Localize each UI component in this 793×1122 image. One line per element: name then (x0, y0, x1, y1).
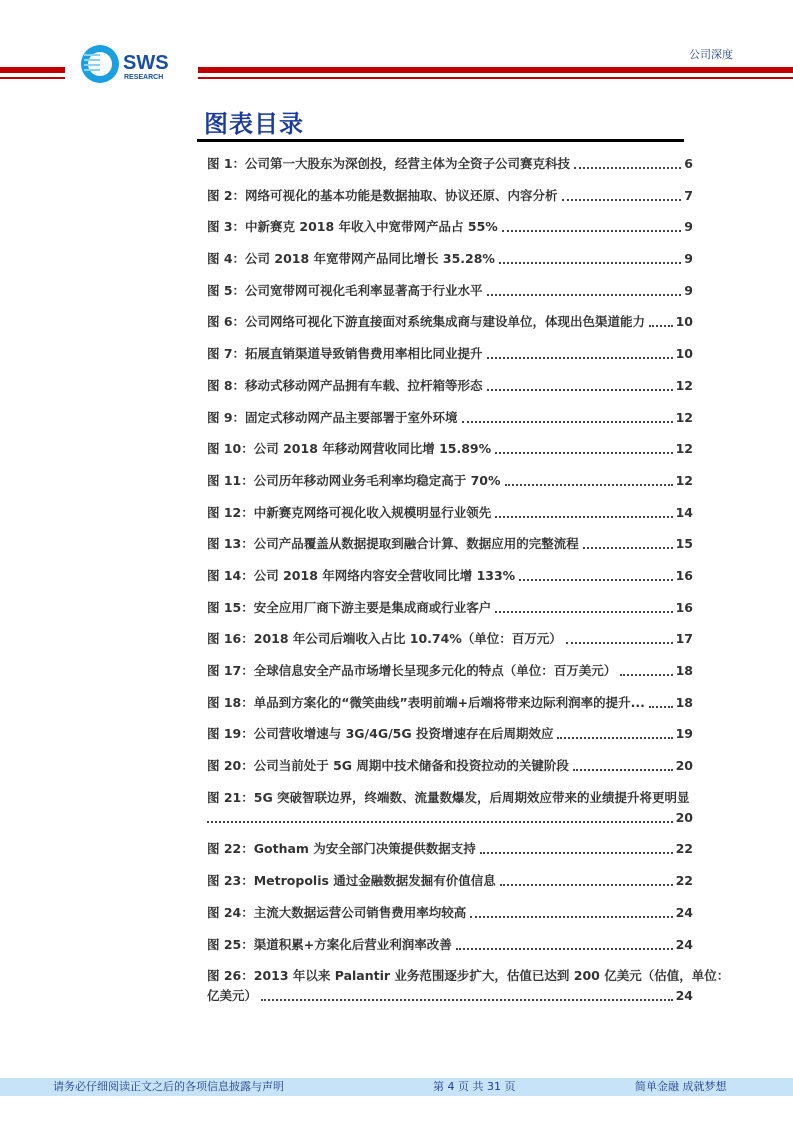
toc-entry-page: 24 (675, 988, 693, 1004)
dot-leader (649, 706, 673, 708)
toc-entry[interactable] (207, 281, 693, 301)
dot-leader (500, 884, 673, 886)
page-title: 图表目录 (204, 110, 304, 138)
dot-leader (519, 579, 672, 581)
table-of-figures (207, 154, 730, 1018)
dot-leader (495, 516, 672, 518)
dot-leader (649, 325, 673, 327)
toc-entry[interactable] (207, 756, 693, 776)
toc-entry[interactable] (207, 629, 693, 649)
toc-entry[interactable] (207, 935, 693, 955)
dot-leader (487, 357, 673, 359)
footer-disclaimer: 请务必仔细阅读正文之后的各项信息披露与声明 (53, 1080, 284, 1093)
toc-entry-label: 图 21：5G 突破智联边界，终端数、流量数爆发，后周期效应带来的业绩提升将更明显 (207, 789, 690, 805)
toc-entry-label: 图 13：公司产品覆盖从数据提取到融合计算、数据应用的完整流程 (207, 536, 579, 552)
toc-entry-label: 图 3：中新赛克 2018 年收入中宽带网产品占 55% (207, 219, 498, 235)
toc-entry-page: 24 (675, 936, 693, 952)
toc-entry[interactable] (207, 788, 693, 828)
toc-entry-label: 图 1：公司第一大股东为深创投，经营主体为全资子公司赛克科技 (207, 156, 571, 171)
toc-entry-page: 12 (675, 472, 693, 488)
header-rule-right-thin (198, 77, 793, 79)
svg-text:RESEARCH: RESEARCH (124, 74, 164, 81)
dot-leader (574, 167, 681, 169)
toc-entry-page: 16 (675, 567, 693, 583)
dot-leader (573, 769, 673, 771)
sws-logo (80, 44, 180, 84)
toc-entry-page: 9 (684, 282, 693, 298)
toc-entry-page: 18 (675, 694, 693, 710)
toc-entry-label: 图 7：拓展直销渠道导致销售费用率相比同业提升 (207, 346, 483, 362)
footer-slogan: 简单金融 成就梦想 (635, 1080, 727, 1093)
toc-entry-label: 图 9：固定式移动网产品主要部署于室外环境 (207, 409, 458, 425)
toc-entry[interactable] (207, 249, 693, 269)
toc-entry[interactable] (207, 439, 693, 459)
toc-entry-label: 图 2：网络可视化的基本功能是数据抽取、协议还原、内容分析 (207, 187, 558, 203)
dot-leader (495, 452, 672, 454)
svg-text:SWS: SWS (123, 52, 169, 74)
toc-entry[interactable] (207, 376, 693, 396)
toc-entry-label-cont: 亿美元） (207, 988, 258, 1004)
toc-entry[interactable] (207, 693, 693, 713)
dot-leader (495, 611, 672, 613)
toc-entry[interactable] (207, 503, 693, 523)
header-rule-right (198, 67, 793, 73)
toc-entry[interactable] (207, 724, 693, 744)
toc-entry[interactable] (207, 661, 693, 681)
toc-entry[interactable] (207, 598, 693, 618)
dot-leader (480, 852, 673, 854)
dot-leader (487, 389, 673, 391)
toc-entry-page: 20 (675, 809, 693, 825)
toc-entry-page: 12 (675, 409, 693, 425)
toc-entry-page: 22 (675, 841, 693, 857)
dot-leader (261, 999, 673, 1001)
toc-entry-page: 10 (675, 346, 693, 362)
toc-entry-page: 14 (675, 504, 693, 520)
toc-entry-label: 图 24：主流大数据运营公司销售费用率均较高 (207, 904, 467, 920)
header-rule-left-thin (0, 77, 65, 79)
dot-leader (505, 484, 673, 486)
dot-leader (502, 230, 681, 232)
toc-entry-label: 图 23：Metropolis 通过金融数据发掘有价值信息 (207, 873, 496, 889)
toc-entry[interactable] (207, 966, 730, 1006)
dot-leader (557, 737, 672, 739)
header-rule-left (0, 67, 65, 73)
toc-entry[interactable] (207, 871, 693, 891)
toc-entry[interactable] (207, 154, 693, 174)
dot-leader (499, 262, 681, 264)
toc-entry-label: 图 26：2013 年以来 Palantir 业务范围逐步扩大，估值已达到 200 亿美元（估值，单位： (207, 968, 730, 984)
dot-leader (470, 916, 672, 918)
footer-page-info: 第 4 页 共 31 页 (433, 1080, 516, 1093)
toc-entry-label: 图 16：2018 年公司后端收入占比 10.74%（单位：百万元） (207, 631, 562, 647)
toc-entry-label: 图 5：公司宽带网可视化毛利率显著高于行业水平 (207, 282, 483, 298)
toc-entry-page: 7 (684, 187, 693, 203)
toc-entry-label: 图 19：公司营收增速与 3G/4G/5G 投资增速存在后周期效应 (207, 726, 554, 742)
dot-leader (207, 821, 673, 823)
dot-leader (487, 294, 682, 296)
toc-entry-label: 图 18：单品到方案化的“微笑曲线”表明前端+后端将带来边际利润率的提升... (207, 694, 645, 710)
toc-entry-page: 9 (684, 219, 693, 235)
title-underline (197, 139, 684, 142)
toc-entry-label: 图 4：公司 2018 年宽带网产品同比增长 35.28% (207, 251, 495, 267)
toc-entry-page: 12 (675, 377, 693, 393)
toc-entry[interactable] (207, 839, 693, 859)
toc-entry-page: 19 (675, 726, 693, 742)
toc-entry-label: 图 8：移动式移动网产品拥有车载、拉杆箱等形态 (207, 377, 483, 393)
toc-entry-page: 17 (675, 631, 693, 647)
toc-entry-page: 20 (675, 758, 693, 774)
toc-entry-label: 图 14：公司 2018 年网络内容安全营收同比增 133% (207, 567, 516, 583)
toc-entry-label: 图 25：渠道积累+方案化后营业利润率改善 (207, 936, 452, 952)
toc-entry-page: 9 (684, 251, 693, 267)
toc-entry-label: 图 10：公司 2018 年移动网营收同比增 15.89% (207, 441, 492, 457)
toc-entry-page: 16 (675, 599, 693, 615)
toc-entry-label: 图 22：Gotham 为安全部门决策提供数据支持 (207, 841, 476, 857)
toc-entry-label: 图 17：全球信息安全产品市场增长呈现多元化的特点（单位：百万美元） (207, 663, 617, 678)
dot-leader (583, 547, 673, 549)
toc-entry-page: 15 (675, 536, 693, 552)
toc-entry-label: 图 6：公司网络可视化下游直接面对系统集成商与建设单位，体现出色渠道能力 (207, 314, 646, 330)
toc-entry[interactable] (207, 534, 693, 554)
toc-entry-page: 24 (675, 904, 693, 920)
toc-entry[interactable] (207, 186, 693, 206)
toc-entry-label: 图 15：安全应用厂商下游主要是集成商或行业客户 (207, 599, 492, 615)
dot-leader (566, 642, 673, 644)
toc-entry[interactable] (207, 408, 693, 428)
toc-entry[interactable] (207, 903, 693, 923)
toc-entry[interactable] (207, 217, 693, 237)
footer (0, 1078, 793, 1096)
dot-leader (462, 421, 673, 423)
toc-entry[interactable] (207, 566, 693, 586)
dot-leader (562, 199, 682, 201)
report-type-label: 公司深度 (689, 48, 733, 61)
toc-entry-label: 图 12：中新赛克网络可视化收入规模明显行业领先 (207, 504, 492, 520)
toc-entry[interactable] (207, 344, 693, 364)
toc-entry-label: 图 11：公司历年移动网业务毛利率均稳定高于 70% (207, 472, 501, 488)
toc-entry-page: 22 (675, 873, 693, 889)
toc-entry-page: 12 (675, 441, 693, 457)
toc-entry-page: 18 (675, 663, 693, 678)
toc-entry-page: 10 (675, 314, 693, 330)
toc-entry[interactable] (207, 471, 693, 491)
dot-leader (456, 948, 673, 950)
toc-entry[interactable] (207, 312, 693, 332)
toc-entry-page: 6 (684, 156, 693, 171)
toc-entry-label: 图 20：公司当前处于 5G 周期中技术储备和投资拉动的关键阶段 (207, 758, 569, 774)
dot-leader (620, 674, 672, 676)
